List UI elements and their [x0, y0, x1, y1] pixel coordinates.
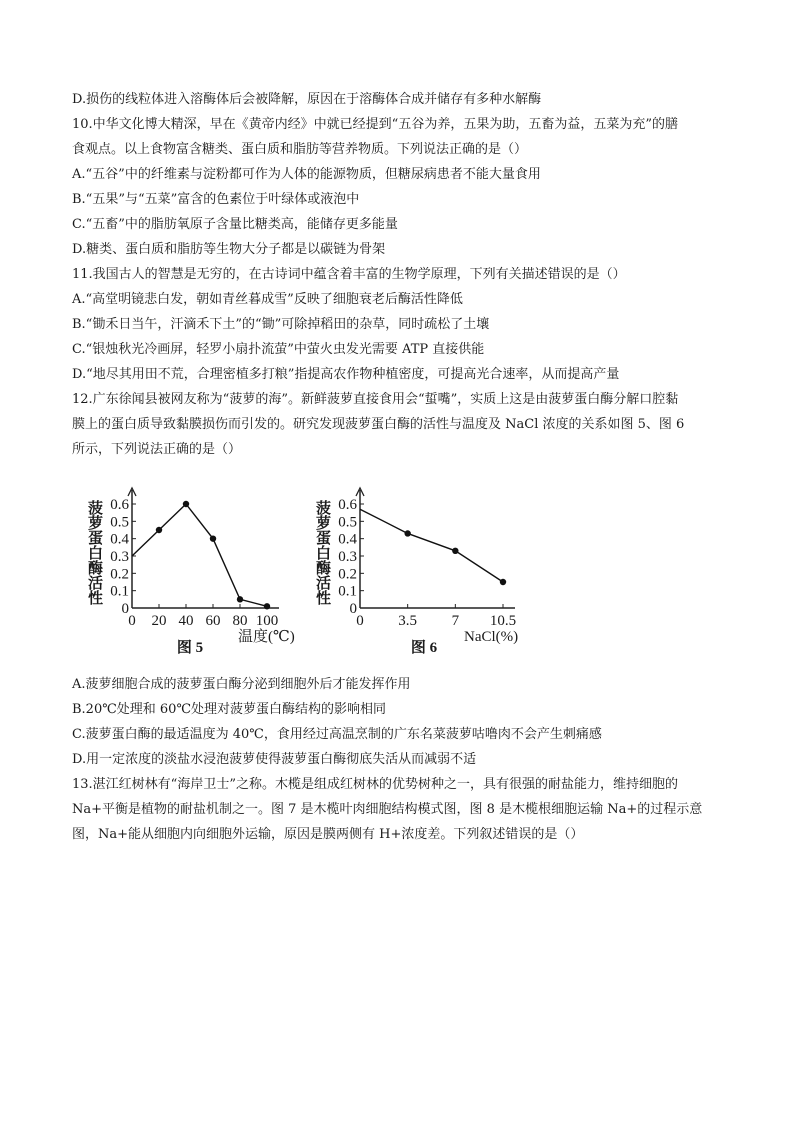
y-tick-label: 0.5 [110, 514, 129, 531]
y-tick-label: 0.4 [338, 531, 357, 548]
x-tick-label: 0 [128, 613, 136, 629]
text-line: 食观点。以上食物富含糖类、蛋白质和脂肪等营养物质。下列说法正确的是（） [72, 142, 528, 157]
y-tick-label: 0.5 [338, 514, 357, 531]
text-line: D.损伤的线粒体进入溶酶体后会被降解，原因在于溶酶体合成并储存有多种水解酶 [72, 92, 542, 107]
y-tick-label: 0.6 [110, 497, 129, 513]
text-line: D.糖类、蛋白质和脂肪等生物大分子都是以碳链为骨架 [72, 242, 386, 257]
data-point [264, 603, 270, 609]
x-tick-label: 60 [205, 613, 221, 629]
text-line: Na+平衡是植物的耐盐机制之一。图 7 是木榄叶肉细胞结构模式图，图 8 是木榄根细胞运输 Na+的过程示意 [72, 802, 703, 817]
y-tick-label: 0.6 [338, 497, 357, 513]
text-line: B.“锄禾日当午，汗滴禾下土”的“锄”可除掉稻田的杂草，同时疏松了土壤 [72, 317, 490, 332]
x-tick-label: 10.5 [489, 613, 517, 629]
y-tick-label: 0.4 [110, 531, 129, 548]
x-tick-label: 80 [232, 613, 248, 629]
y-axis-label: 菠萝蛋白酶活性 [86, 500, 102, 605]
text-line: C.菠萝蛋白酶的最适温度为 40℃，食用经过高温烹制的广东名菜菠萝咕噜肉不会产生刺痛感 [72, 727, 602, 742]
text-line: B.20℃处理和 60℃处理对菠萝蛋白酶结构的影响相同 [72, 702, 386, 717]
text-line: A.菠萝细胞合成的菠萝蛋白酶分泌到细胞外后才能发挥作用 [72, 677, 411, 692]
x-tick-label: 20 [151, 613, 167, 629]
text-line: 11.我国古人的智慧是无穷的，在古诗词中蕴含着丰富的生物学原理，下列有关描述错误的是（） [72, 267, 626, 282]
text-line: C.“银烛秋光冷画屏，轻罗小扇扑流萤”中萤火虫发光需要 ATP 直接供能 [72, 342, 485, 357]
x-tick-label: 40 [178, 613, 194, 629]
x-axis-label: NaCl(%) [464, 629, 519, 645]
y-tick-label: 0 [121, 601, 129, 617]
data-point [210, 535, 216, 541]
text-line: 12.广东徐闻县被网友称为“菠萝的海”。新鲜菠萝直接食用会“蜇嘴”，实质上这是由菠萝蛋白酶分解口腔黏 [72, 392, 679, 407]
text-line: 膜上的蛋白质导致黏膜损伤而引发的。研究发现菠萝蛋白酶的活性与温度及 NaCl 浓度的关系如图 5、图 6 [72, 417, 685, 432]
text-line: B.“五果”与“五菜”富含的色素位于叶绿体或液泡中 [72, 192, 360, 207]
figure-caption: 图 5 [176, 640, 204, 656]
figure-caption: 图 6 [410, 640, 438, 656]
data-point [237, 596, 243, 602]
data-line [360, 509, 503, 582]
data-line [132, 504, 267, 606]
y-axis-label: 菠萝蛋白酶活性 [314, 500, 330, 605]
data-point [404, 530, 410, 536]
text-line: C.“五畜”中的脂肪氧原子含量比糖类高，能储存更多能量 [72, 217, 398, 232]
x-axis-label: 温度(℃) [238, 629, 295, 645]
text-line: D.用一定浓度的淡盐水浸泡菠萝使得菠萝蛋白酶彻底失活从而减弱不适 [72, 752, 477, 767]
text-line: 图，Na+能从细胞内向细胞外运输，原因是膜两侧有 H+浓度差。下列叙述错误的是（） [72, 827, 584, 842]
y-tick-label: 0.3 [338, 549, 357, 565]
y-tick-label: 0.3 [110, 549, 129, 565]
x-tick-label: 7 [451, 613, 460, 629]
data-point [156, 527, 162, 533]
text-line: 所示，下列说法正确的是（） [72, 442, 242, 457]
y-tick-label: 0.2 [110, 566, 129, 583]
x-tick-label: 100 [255, 613, 279, 629]
text-line: 10.中华文化博大精深，早在《黄帝内经》中就已经提到“五谷为养，五果为助，五畜为益，五菜为充”的膳 [72, 117, 678, 132]
text-line: D.“地尽其用田不荒，合理密植多打粮”指提高农作物种植密度，可提高光合速率，从而提高产量 [72, 367, 620, 382]
x-tick-label: 0 [356, 613, 364, 629]
data-point [183, 501, 189, 507]
figure-5-chart [80, 478, 310, 668]
y-tick-label: 0.1 [338, 583, 357, 600]
text-line: 13.湛江红树林有“海岸卫士”之称。木榄是组成红树林的优势树种之一，具有很强的耐盐能力，维持细胞的 [72, 777, 678, 792]
y-tick-label: 0 [349, 601, 357, 617]
y-tick-label: 0.1 [110, 583, 129, 600]
data-point [452, 548, 458, 554]
text-line: A.“高堂明镜悲白发，朝如青丝暮成雪”反映了细胞衰老后酶活性降低 [72, 292, 463, 307]
data-point [500, 579, 506, 585]
y-tick-label: 0.2 [338, 566, 357, 583]
text-line: A.“五谷”中的纤维素与淀粉都可作为人体的能源物质，但糖尿病患者不能大量食用 [72, 167, 541, 182]
x-tick-label: 3.5 [398, 613, 418, 629]
figure-6-chart [308, 478, 528, 668]
